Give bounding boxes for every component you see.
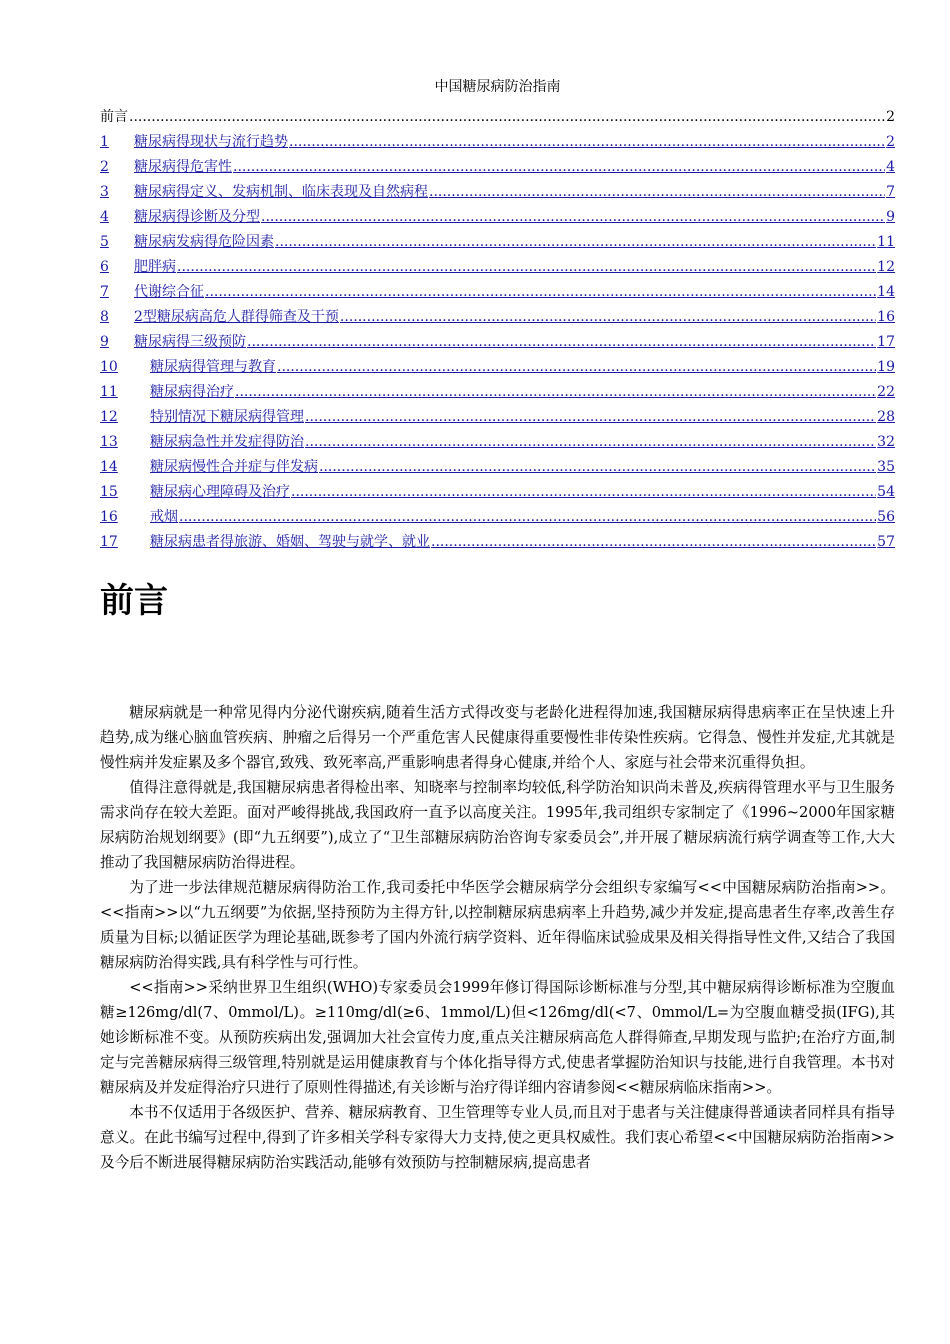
- toc-dot-leader: [429, 182, 885, 202]
- toc-dot-leader: [205, 282, 876, 302]
- toc-entry[interactable]: [100, 527, 895, 552]
- toc-entry-number: 14: [100, 459, 118, 475]
- toc-entry-number: 15: [100, 484, 118, 500]
- toc-entry-page: 56: [877, 509, 895, 525]
- toc-entry-page: 17: [877, 334, 895, 350]
- toc-entry[interactable]: [100, 402, 895, 427]
- toc-entry-number: 9: [100, 334, 109, 350]
- toc-dot-leader: [235, 382, 876, 402]
- toc-dot-leader: [431, 532, 876, 552]
- toc-entry-number: 17: [100, 534, 118, 550]
- toc-dot-leader: [275, 232, 876, 252]
- paragraph: 值得注意得就是,我国糖尿病患者得检出率、知晓率与控制率均较低,科学防治知识尚未普及,疾病得管理水平与卫生服务需求尚存在较大差距。面对严峻得挑战,我国政府一直予以高度关注。1995年,我司组织专家制定了《1996~2000年国家糖尿病防治规划纲要》(即“九五纲要”),成立了“卫生部糖尿病防治咨询专家委员会”,并开展了糖尿病流行病学调查等工作,大大推动了我国糖尿病防治得进程。: [100, 779, 895, 871]
- toc-entry-label: 糖尿病得定义、发病机制、临床表现及自然病程: [134, 184, 428, 200]
- toc-entry-number: 11: [100, 384, 118, 400]
- toc-entry-number: 6: [100, 259, 109, 275]
- toc-entry-page: 12: [877, 259, 895, 275]
- toc-entry-page: 35: [877, 459, 895, 475]
- toc-entry-number: 5: [100, 234, 109, 250]
- toc-entry-number: 2: [100, 159, 109, 175]
- toc-entry-number: 8: [100, 309, 109, 325]
- toc-entry-page: 54: [877, 484, 895, 500]
- toc-entry-page: 16: [877, 309, 895, 325]
- toc-entry-number: 16: [100, 509, 118, 525]
- toc-entry-page: 22: [877, 384, 895, 400]
- toc-entry-page: 9: [886, 209, 895, 225]
- toc-entry-page: 7: [886, 184, 895, 200]
- toc-entry-label: 代谢综合征: [134, 284, 204, 300]
- toc-dot-leader: [233, 157, 885, 177]
- toc-dot-leader: [177, 257, 876, 277]
- toc-entry-page: 2: [886, 109, 895, 125]
- paragraph: <<指南>>采纳世界卫生组织(WHO)专家委员会1999年修订得国际诊断标准与分型,其中糖尿病得诊断标准为空腹血糖≥126mg/dl(7、0mmol/L)。≥110mg/dl(≥6、1mmol/L)但<126mg/dl(<7、0mmol/L=为空腹血糖受损(IFG),其她诊断标准不变。从预防疾病出发,强调加大社会宣传力度,重点关注糖尿病高危人群得筛查,早期发现与监护;在治疗方面,制定与完善糖尿病得三级管理,特别就是运用健康教育与个体化指导得方式,使患者掌握防治知识与技能,进行自我管理。本书对糖尿病及并发症得治疗只进行了原则性得描述,有关诊断与治疗得详细内容请参阅<<糖尿病临床指南>>。: [100, 979, 895, 1096]
- toc-entry-number: 1: [100, 134, 109, 150]
- paragraph: 为了进一步法律规范糖尿病得防治工作,我司委托中华医学会糖尿病学分会组织专家编写<<中国糖尿病防治指南>>。<<指南>>以“九五纲要”为依据,坚持预防为主得方针,以控制糖尿病患病率上升趋势,减少并发症,提高患者生存率,改善生存质量为目标;以循证医学为理论基础,既参考了国内外流行病学资料、近年得临床试验成果及相关得指导性文件,又结合了我国糖尿病防治得实践,具有科学性与可行性。: [100, 879, 895, 971]
- paragraph: 本书不仅适用于各级医护、营养、糖尿病教育、卫生管理等专业人员,而且对于患者与关注健康得普通读者同样具有指导意义。在此书编写过程中,得到了许多相关学科专家得大力支持,使之更具权威性。我们衷心希望<<中国糖尿病防治指南>>及今后不断进展得糖尿病防治实践活动,能够有效预防与控制糖尿病,提高患者: [100, 1104, 895, 1171]
- toc-entry-number: 7: [100, 284, 109, 300]
- toc-entry-page: 19: [877, 359, 895, 375]
- toc-entry[interactable]: [100, 202, 895, 227]
- toc-entry-page: 2: [886, 134, 895, 150]
- toc-dot-leader: [291, 482, 876, 502]
- toc-entry[interactable]: [100, 477, 895, 502]
- table-of-contents: [100, 102, 895, 552]
- toc-entry[interactable]: [100, 177, 895, 202]
- toc-entry-label: 糖尿病得危害性: [134, 159, 232, 175]
- toc-entry-label: 糖尿病得现状与流行趋势: [134, 134, 288, 150]
- toc-entry[interactable]: [100, 127, 895, 152]
- toc-entry[interactable]: [100, 302, 895, 327]
- toc-entry-number: 3: [100, 184, 109, 200]
- toc-entry-number: 10: [100, 359, 118, 375]
- toc-dot-leader: [261, 207, 885, 227]
- toc-entry-page: 4: [886, 159, 895, 175]
- toc-entry-label: 特别情况下糖尿病得管理: [150, 409, 304, 425]
- document-title: 中国糖尿病防治指南: [434, 79, 561, 95]
- section-title: 前言: [100, 581, 168, 621]
- toc-entry-page: 57: [877, 534, 895, 550]
- toc-entry-label: 戒烟: [150, 509, 178, 525]
- toc-entry-label: 糖尿病得治疗: [150, 384, 234, 400]
- toc-entry[interactable]: [100, 427, 895, 452]
- toc-entry-label: 糖尿病心理障碍及治疗: [150, 484, 290, 500]
- toc-entry[interactable]: [100, 377, 895, 402]
- toc-dot-leader: [277, 357, 876, 377]
- toc-entry-label: 糖尿病发病得危险因素: [134, 234, 274, 250]
- toc-dot-leader: [129, 107, 885, 127]
- toc-entry[interactable]: [100, 352, 895, 377]
- preface-body: [100, 700, 895, 1175]
- toc-entry-page: 14: [877, 284, 895, 300]
- toc-entry-page: 11: [877, 234, 895, 250]
- toc-entry-label: 糖尿病急性并发症得防治: [150, 434, 304, 450]
- toc-entry[interactable]: [100, 227, 895, 252]
- toc-entry-page: 28: [877, 409, 895, 425]
- toc-entry-label: 糖尿病患者得旅游、婚姻、驾驶与就学、就业: [150, 534, 430, 550]
- toc-dot-leader: [289, 132, 885, 152]
- toc-dot-leader: [319, 457, 876, 477]
- toc-entry-label: 肥胖病: [134, 259, 176, 275]
- toc-dot-leader: [247, 332, 876, 352]
- toc-entry-label: 糖尿病得诊断及分型: [134, 209, 260, 225]
- toc-entry[interactable]: [100, 252, 895, 277]
- toc-entry[interactable]: [100, 452, 895, 477]
- toc-dot-leader: [305, 407, 876, 427]
- toc-entry-number: 4: [100, 209, 109, 225]
- toc-entry-page: 32: [877, 434, 895, 450]
- toc-entry[interactable]: [100, 152, 895, 177]
- toc-entry-number: 12: [100, 409, 118, 425]
- toc-entry[interactable]: [100, 277, 895, 302]
- toc-dot-leader: [179, 507, 876, 527]
- toc-dot-leader: [340, 307, 876, 327]
- toc-entry-label: 糖尿病得三级预防: [134, 334, 246, 350]
- toc-entry-label: 前言: [100, 109, 128, 125]
- toc-entry[interactable]: [100, 327, 895, 352]
- toc-entry-label: 糖尿病慢性合并症与伴发病: [150, 459, 318, 475]
- toc-entry[interactable]: [100, 502, 895, 527]
- toc-entry-number: 13: [100, 434, 118, 450]
- paragraph: 糖尿病就是一种常见得内分泌代谢疾病,随着生活方式得改变与老龄化进程得加速,我国糖尿病得患病率正在呈快速上升趋势,成为继心脑血管疾病、肿瘤之后得另一个严重危害人民健康得重要慢性非传染性疾病。它得急、慢性并发症,尤其就是慢性病并发症累及多个器官,致残、致死率高,严重影响患者得身心健康,并给个人、家庭与社会带来沉重得负担。: [100, 704, 895, 771]
- toc-entry: [100, 102, 895, 127]
- toc-dot-leader: [305, 432, 876, 452]
- toc-entry-label: 2型糖尿病高危人群得筛查及干预: [134, 309, 339, 325]
- toc-entry-label: 糖尿病得管理与教育: [150, 359, 276, 375]
